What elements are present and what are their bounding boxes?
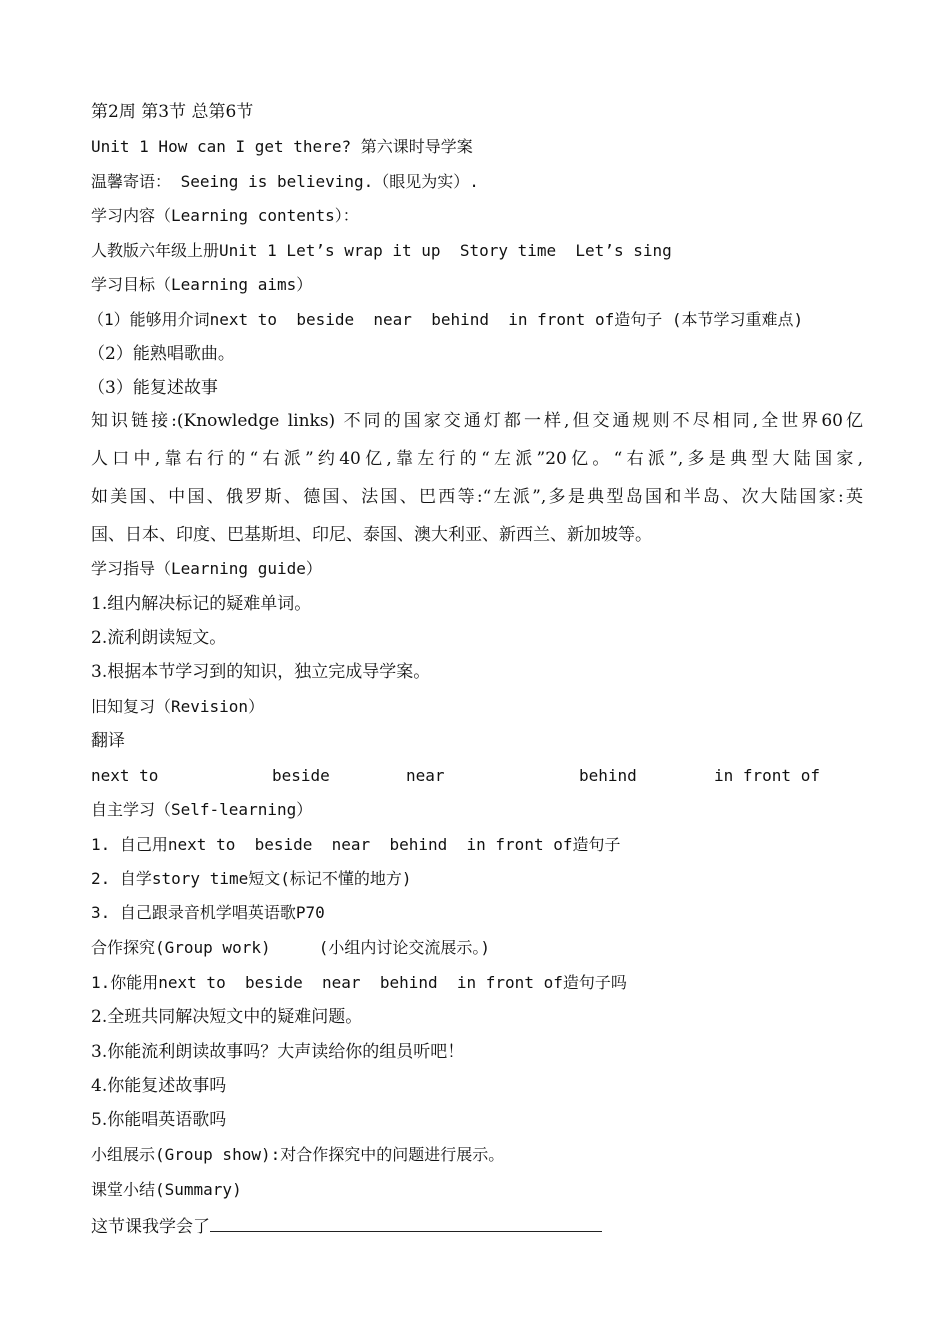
word-near: near (406, 766, 445, 785)
motto-line: 温馨寄语： Seeing is believing.（眼见为实）. (91, 172, 479, 191)
week-line: 第2周 第3节 总第6节 (91, 102, 254, 122)
group-work-item-1: 1.你能用next to beside near behind in front of造句子吗 (91, 973, 627, 992)
revision-subheading: 翻译 (91, 731, 125, 751)
summary-prompt: 这节课我学会了 (91, 1217, 210, 1237)
group-work-item-4: 4.你能复述故事吗 (91, 1076, 227, 1096)
knowledge-line-4: 国、日本、印度、巴基斯坦、印尼、泰国、澳大利亚、新西兰、新加坡等。 (91, 525, 652, 545)
word-next-to: next to (91, 766, 159, 785)
knowledge-line-2: 人口中,靠右行的“右派”约40亿,靠左行的“左派”20亿。“右派”,多是典型大陆国家, (91, 449, 863, 469)
self-learning-heading: 自主学习（Self-learning） (91, 800, 313, 819)
word-in-front-of: in front of (714, 766, 820, 785)
self-learning-item-3: 3. 自己跟录音机学唱英语歌P70 (91, 903, 325, 922)
self-learning-item-2: 2. 自学story time短文(标记不懂的地方) (91, 869, 412, 888)
group-work-heading: 合作探究(Group work) (小组内讨论交流展示。) (91, 938, 491, 957)
lesson-title: Unit 1 How can I get there? 第六课时导学案 (91, 137, 473, 156)
word-behind: behind (579, 766, 637, 785)
contents-heading: 学习内容（Learning contents）： (91, 206, 359, 225)
guide-item-2: 2.流利朗读短文。 (91, 628, 227, 648)
contents-text: 人教版六年级上册Unit 1 Let’s wrap it up Story time Let’s sing (91, 241, 672, 260)
guide-item-3: 3.根据本节学习到的知识，独立完成导学案。 (91, 662, 431, 682)
summary-answer-blank[interactable] (210, 1213, 602, 1232)
summary-heading: 课堂小结(Summary) (91, 1180, 242, 1199)
aims-item-3: （3）能复述故事 (88, 378, 218, 398)
group-show-text: 小组展示(Group show):对合作探究中的问题进行展示。 (91, 1145, 505, 1164)
guide-heading: 学习指导（Learning guide） (91, 559, 322, 578)
aims-heading: 学习目标（Learning aims） (91, 275, 313, 294)
knowledge-links-paragraph (91, 402, 863, 554)
group-work-item-3: 3.你能流利朗读故事吗？大声读给你的组员听吧！ (91, 1042, 465, 1062)
self-learning-item-1: 1. 自己用next to beside near behind in front of造句子 (91, 835, 621, 854)
knowledge-line-3: 如美国、中国、俄罗斯、德国、法国、巴西等:“左派”,多是典型岛国和半岛、次大陆国家:英 (91, 487, 863, 507)
aims-item-2: （2）能熟唱歌曲。 (88, 344, 235, 364)
revision-heading: 旧知复习（Revision） (91, 697, 265, 716)
aims-item-1: （1）能够用介词next to beside near behind in front of造句子 (本节学习重难点) (88, 310, 804, 329)
group-work-item-2: 2.全班共同解决短文中的疑难问题。 (91, 1007, 363, 1027)
revision-word-row (91, 765, 851, 789)
summary-line (91, 1213, 602, 1237)
word-beside: beside (272, 766, 330, 785)
group-work-item-5: 5.你能唱英语歌吗 (91, 1110, 227, 1130)
guide-item-1: 1.组内解决标记的疑难单词。 (91, 594, 312, 614)
knowledge-line-1: 知识链接:(Knowledge links) 不同的国家交通灯都一样,但交通规则不尽相同,全世界60亿 (91, 411, 863, 431)
